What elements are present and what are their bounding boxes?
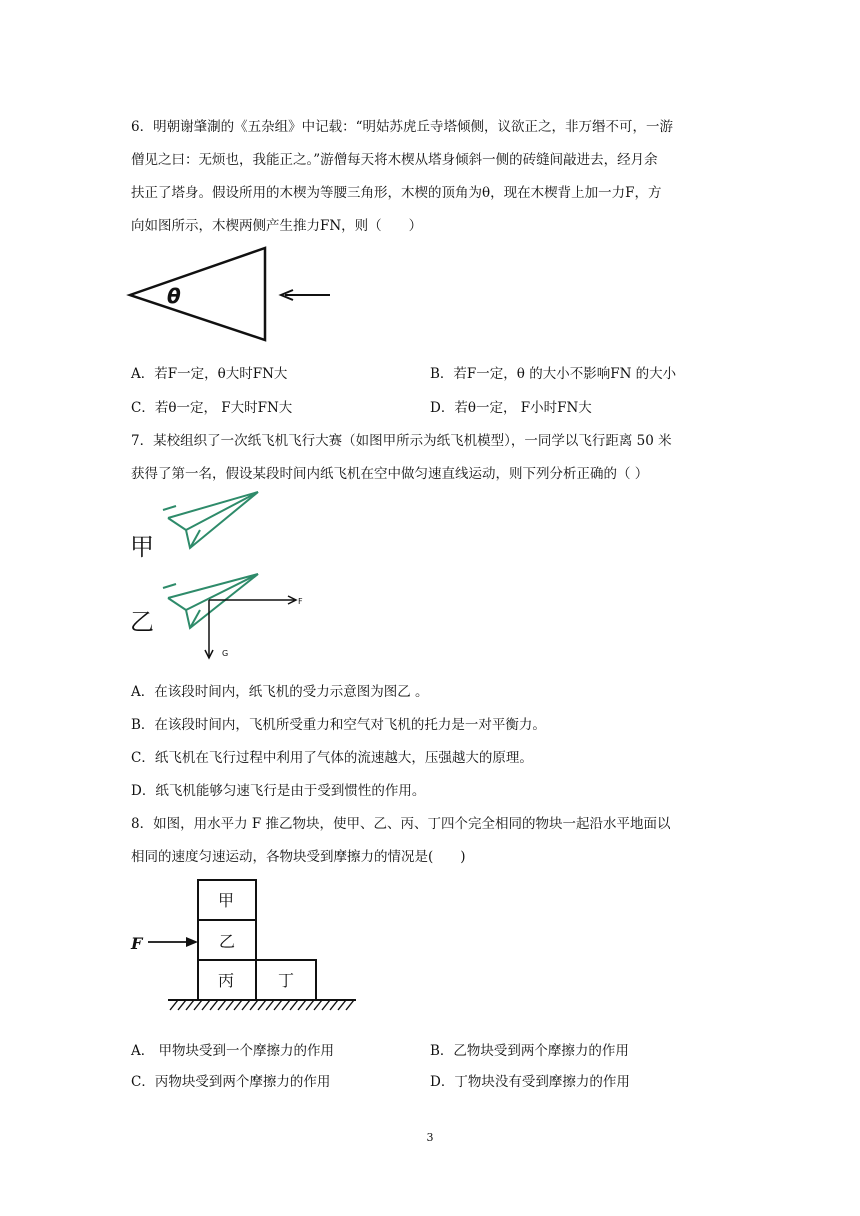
paper-plane-figure xyxy=(128,490,318,665)
q7-line-1: 7．某校组织了一次纸飞机飞行大赛（如图甲所示为纸飞机模型），一同学以飞行距离 50 米 xyxy=(131,433,672,449)
q7-option-a[interactable]: A．在该段时间内，纸飞机的受力示意图为图乙 。 xyxy=(131,684,429,700)
label-push-force: F xyxy=(131,934,143,953)
q6-option-a[interactable]: A．若F一定，θ大时FN大 xyxy=(131,366,288,382)
q6-option-b[interactable]: B．若F一定，θ 的大小不影响FN 的大小 xyxy=(430,366,677,382)
q8-option-a[interactable]: A． 甲物块受到一个摩擦力的作用 xyxy=(131,1043,335,1059)
label-block-ding: 丁 xyxy=(278,971,295,990)
label-block-yi: 乙 xyxy=(219,932,236,951)
label-jia: 甲 xyxy=(130,533,154,561)
label-gravity: G xyxy=(222,649,229,658)
plane-jia xyxy=(163,492,258,548)
wedge-triangle xyxy=(130,248,265,340)
ground-hatching xyxy=(170,1000,354,1010)
q8-line-1: 8．如图，用水平力 F 推乙物块，使甲、乙、丙、丁四个完全相同的物块一起沿水平地面以 xyxy=(131,816,671,832)
blocks-figure xyxy=(128,872,363,1022)
push-force-arrow-head xyxy=(186,937,198,947)
label-yi: 乙 xyxy=(130,608,154,636)
wedge-figure xyxy=(125,245,335,345)
q7-option-c[interactable]: C．纸飞机在飞行过程中利用了气体的流速越大，压强越大的原理。 xyxy=(131,750,533,766)
q6-line-2: 僧见之曰：无烦也，我能正之。”游僧每天将木楔从塔身倾斜一侧的砖缝间敲进去，经月余 xyxy=(131,152,658,168)
q8-option-d[interactable]: D．丁物块没有受到摩擦力的作用 xyxy=(430,1074,630,1090)
q6-option-d[interactable]: D．若θ一定， F小时FN大 xyxy=(430,400,592,416)
q6-option-c[interactable]: C．若θ一定， F大时FN大 xyxy=(131,400,293,416)
plane-yi xyxy=(163,574,258,628)
q6-line-1: 6．明朝谢肇淛的《五杂组》中记载：“明姑苏虎丘寺塔倾侧，议欲正之，非万缗不可，一游 xyxy=(131,119,673,135)
q8-option-c[interactable]: C．丙物块受到两个摩擦力的作用 xyxy=(131,1074,331,1090)
q8-line-2: 相同的速度匀速运动，各物块受到摩擦力的情况是( ) xyxy=(131,849,466,865)
q6-line-4: 向如图所示，木楔两侧产生推力FN，则（ ） xyxy=(131,218,423,234)
theta-label: θ xyxy=(167,284,181,308)
label-block-jia: 甲 xyxy=(218,891,235,910)
label-force-right: F xyxy=(298,597,303,606)
q8-option-b[interactable]: B．乙物块受到两个摩擦力的作用 xyxy=(430,1043,629,1059)
label-block-bing: 丙 xyxy=(218,971,235,990)
page-number: 3 xyxy=(426,1131,434,1144)
q7-line-2: 获得了第一名，假设某段时间内纸飞机在空中做匀速直线运动，则下列分析正确的（ ） xyxy=(131,466,649,482)
q6-line-3: 扶正了塔身。假设所用的木楔为等腰三角形，木楔的顶角为θ，现在木楔背上加一力F，方 xyxy=(131,185,662,201)
q7-option-d[interactable]: D．纸飞机能够匀速飞行是由于受到惯性的作用。 xyxy=(131,783,426,799)
q7-option-b[interactable]: B．在该段时间内，飞机所受重力和空气对飞机的托力是一对平衡力。 xyxy=(131,717,546,733)
